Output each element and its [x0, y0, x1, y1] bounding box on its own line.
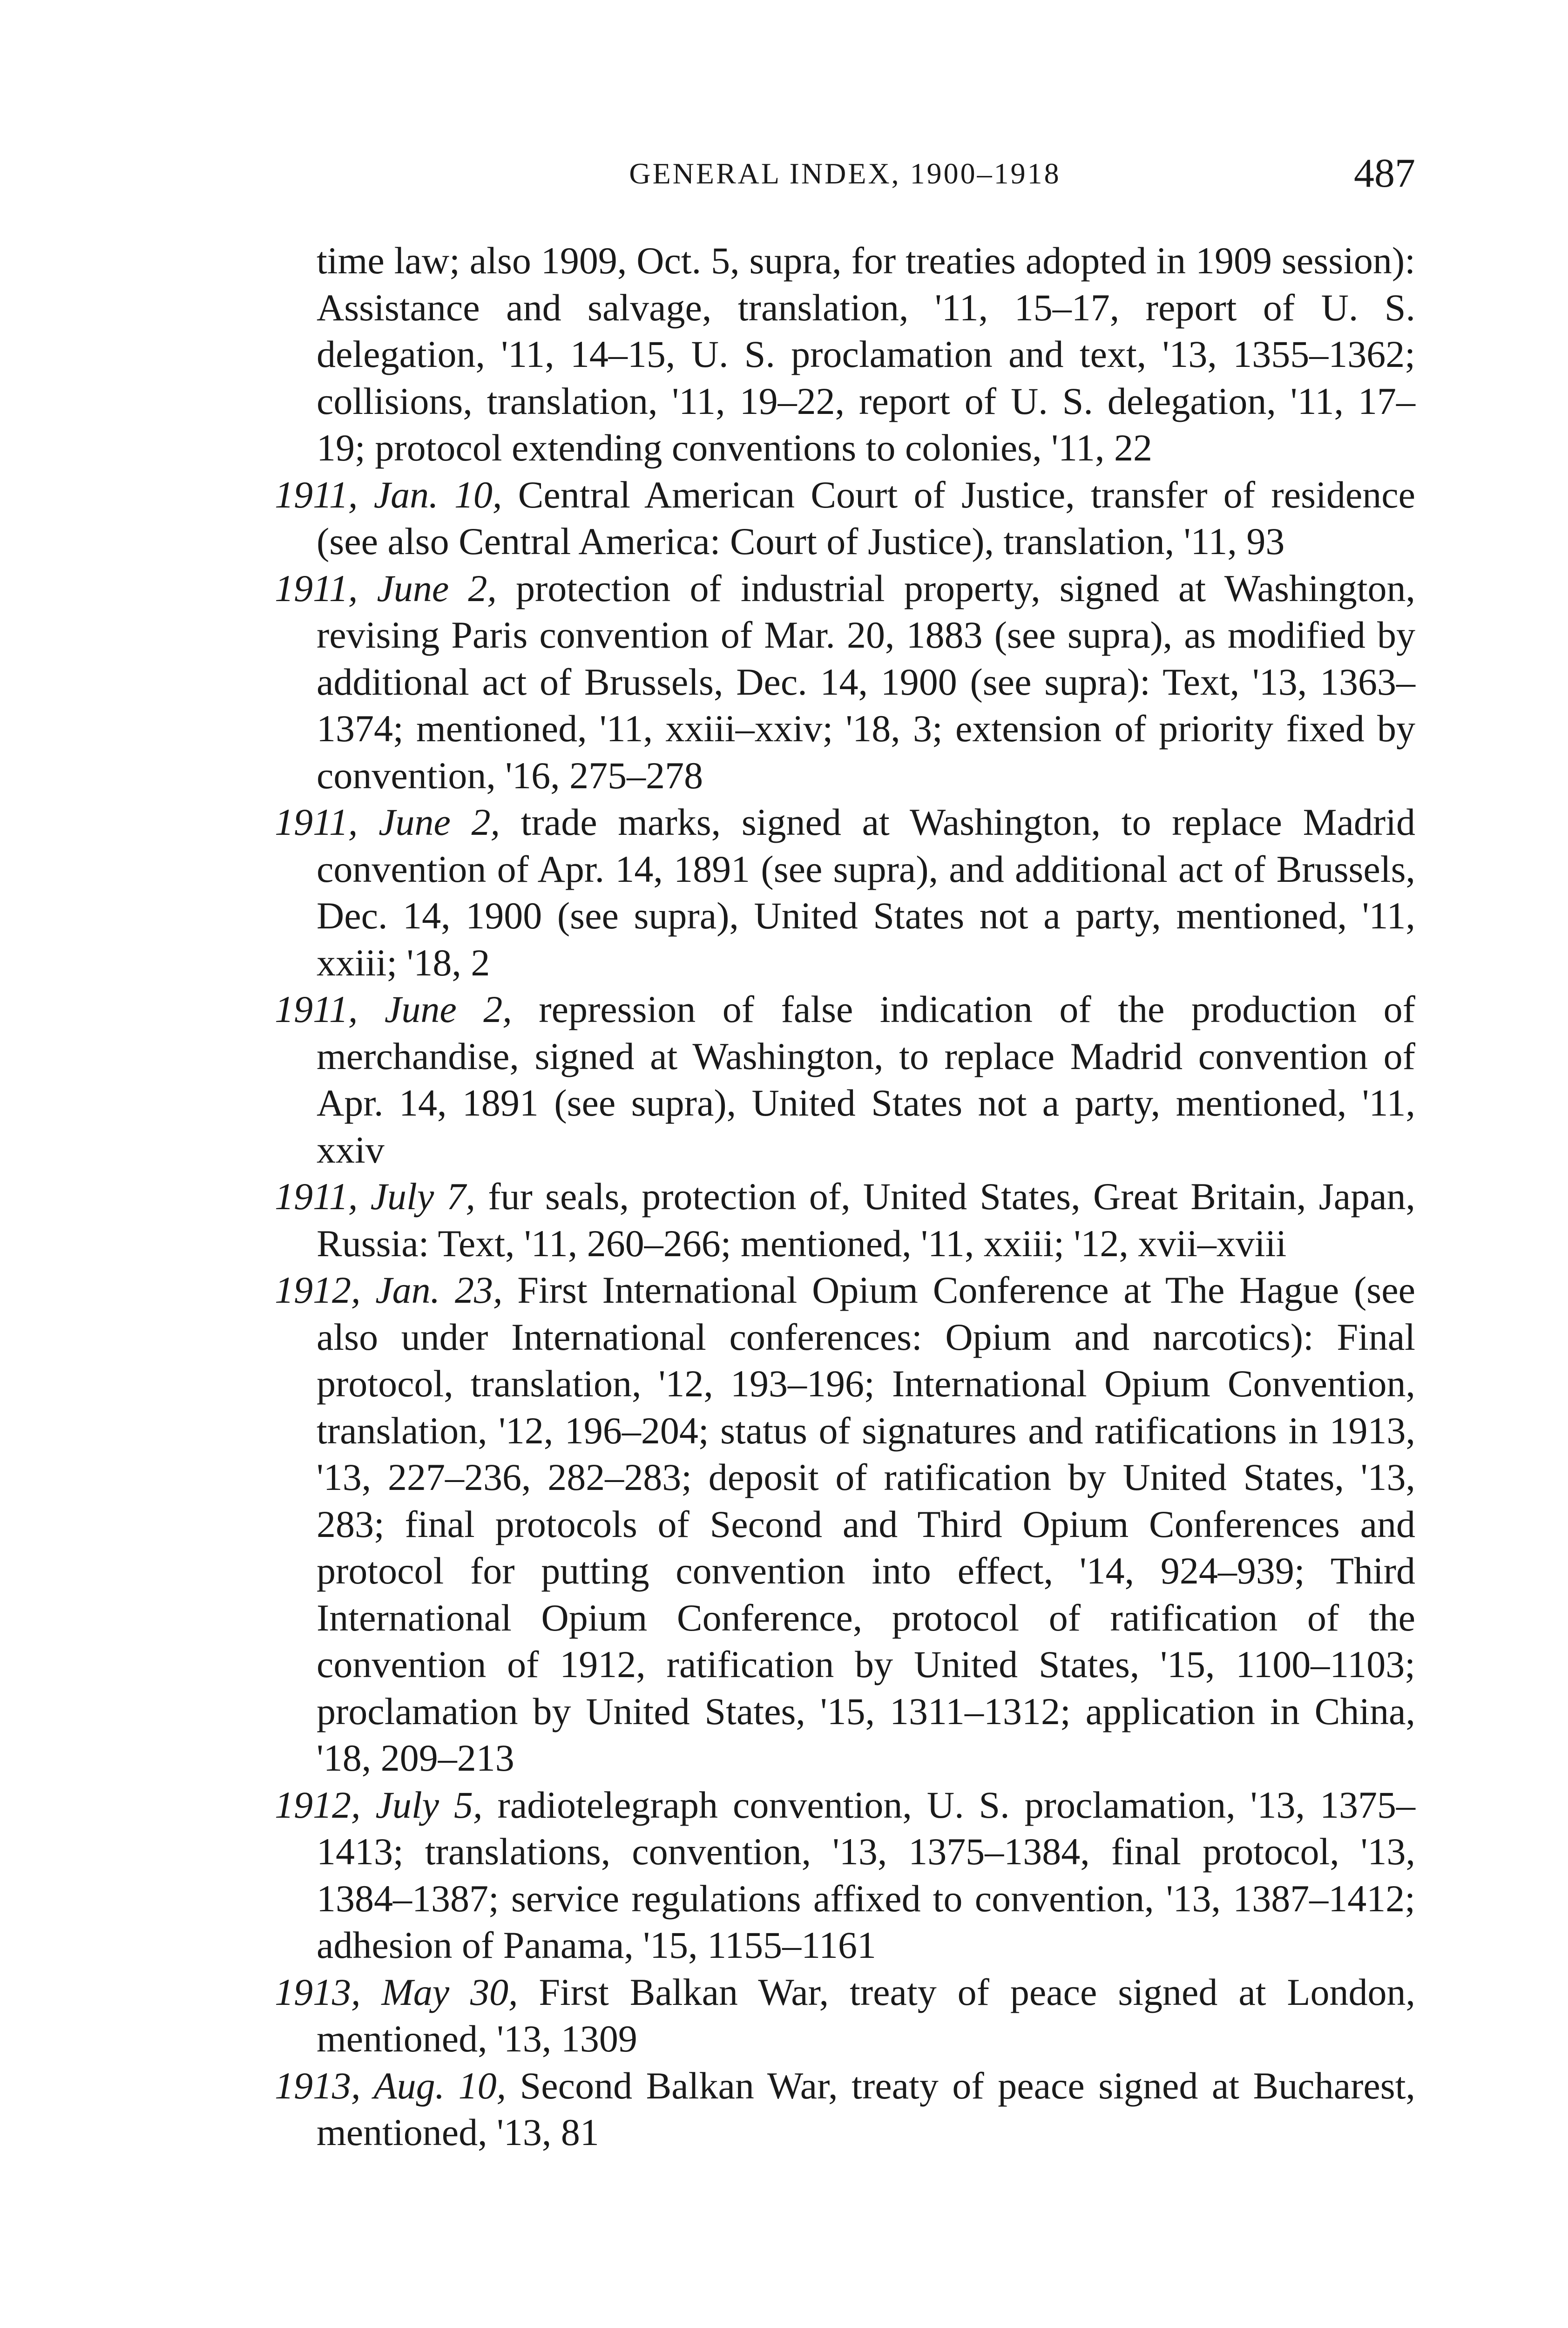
index-entries: [275, 237, 1415, 2156]
index-entry-continued: [275, 237, 1415, 472]
index-entry: [275, 1969, 1415, 2063]
index-entry: [275, 2063, 1415, 2156]
index-entry: [275, 1782, 1415, 1969]
index-entry: [275, 799, 1415, 986]
entry-text: First Balkan War, treaty of peace signed at London, mentioned, '13, 1309: [317, 1970, 1415, 2060]
entry-date: 1912, Jan. 23,: [275, 1269, 503, 1311]
index-entry: [275, 565, 1415, 799]
entry-text: First International Opium Conference at The Hague (see also under International conferences: Opium and narcotics): Final protocol, translation, '12, 193–196; International Opium Convention, translation, '12, 196–204; status of signatures and ratifications in 1913, '13, 227–236, 282–283; deposit of ratification by United States, '13, 283; final protocols of Second and Third Opium Conferences and protocol for putting convention into effect, '14, 924–939; Third International Opium Conference, protocol of ratification of the convention of 1912, ratification by United States, '15, 1100–1103; proclamation by United States, '15, 1311–1312; application in China, '18, 209–213: [317, 1269, 1415, 1779]
entry-date: 1912, July 5,: [275, 1783, 483, 1826]
entry-text: repression of false indication of the production of merchandise, signed at Washington, to replace Madrid convention of Apr. 14, 1891 (see supra), United States not a party, mentioned, '11, xxiv: [317, 988, 1415, 1171]
running-head: [275, 150, 1415, 201]
page-number: 487: [1354, 151, 1415, 196]
entry-text: fur seals, protection of, United States, Great Britain, Japan, Russia: Text, '11, 260–266; mentioned, '11, xxiii; '12, xvii–xviii: [317, 1175, 1415, 1265]
entry-date: 1911, June 2,: [275, 567, 497, 609]
entry-text: protection of industrial property, signed at Washington, revising Paris convention of Mar. 20, 1883 (see supra), as modified by additional act of Brussels, Dec. 14, 1900 (see supra): Text, '13, 1363–1374; mentioned, '11, xxiii–xxiv; '18, 3; extension of priority fixed by convention, '16, 275–278: [317, 567, 1415, 797]
entry-text: Central American Court of Justice, transfer of residence (see also Central America: Court of Justice), translation, '11, 93: [317, 473, 1416, 562]
entry-date: 1913, May 30,: [275, 1970, 518, 2013]
entry-text: Second Balkan War, treaty of peace signed at Bucharest, mentioned, '13, 81: [317, 2064, 1415, 2153]
entry-text: trade marks, signed at Washington, to replace Madrid convention of Apr. 14, 1891 (see supra), and additional act of Brussels, Dec. 14, 1900 (see supra), United States not a party, mentioned, '11, xxiii; '18, 2: [317, 801, 1415, 984]
running-title: GENERAL INDEX, 1900–1918: [629, 157, 1061, 190]
index-entry: [275, 472, 1415, 565]
index-entry: [275, 986, 1415, 1173]
entry-date: 1911, Jan. 10,: [275, 473, 502, 516]
entry-date: 1911, June 2,: [275, 801, 500, 843]
entry-text: radiotelegraph convention, U. S. proclamation, '13, 1375–1413; translations, convention, '13, 1375–1384, final protocol, '13, 1384–1387; service regulations affixed to convention, '13, 1387–1412; adhesion of Panama, '15, 1155–1161: [317, 1783, 1415, 1966]
index-entry: [275, 1267, 1415, 1782]
entry-text: time law; also 1909, Oct. 5, supra, for treaties adopted in 1909 session): Assistance and salvage, translation, '11, 15–17, report of U. S. delegation, '11, 14–15, U. S. proclamation and text, '13, 1355–1362; collisions, translation, '11, 19–22, report of U. S. delegation, '11, 17–19; protocol extending conventions to colonies, '11, 22: [317, 239, 1415, 469]
entry-date: 1911, July 7,: [275, 1175, 475, 1218]
entry-date: 1913, Aug. 10,: [275, 2064, 507, 2107]
index-entry: [275, 1173, 1415, 1267]
entry-date: 1911, June 2,: [275, 988, 512, 1030]
